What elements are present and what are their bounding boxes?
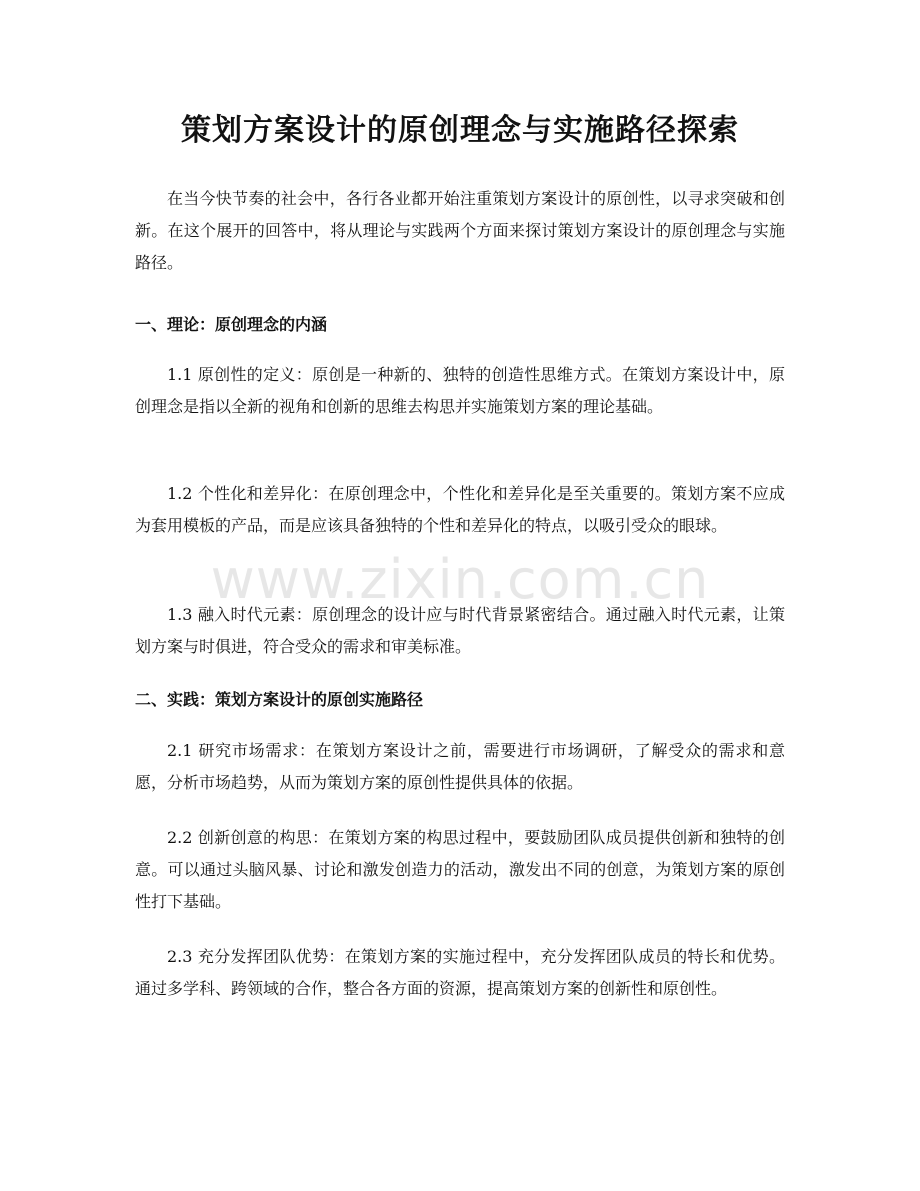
- section-2-paragraph-3: 2.3 充分发挥团队优势：在策划方案的实施过程中，充分发挥团队成员的特长和优势。通过多学科、跨领域的合作，整合各方面的资源，提高策划方案的创新性和原创性。: [135, 947, 785, 998]
- section-1-paragraph-1: 1.1 原创性的定义：原创是一种新的、独特的创造性思维方式。在策划方案设计中，原创理念是指以全新的视角和创新的思维去构思并实施策划方案的理论基础。: [135, 365, 785, 416]
- section-2-heading: 二、实践：策划方案设计的原创实施路径: [135, 690, 424, 709]
- watermark: www.zixin.com.cn: [210, 548, 710, 611]
- section-1-paragraph-3: 1.3 融入时代元素：原创理念的设计应与时代背景紧密结合。通过融入时代元素，让策划方案与时俱进，符合受众的需求和审美标准。: [135, 605, 785, 656]
- section-2-paragraph-2: 2.2 创新创意的构思：在策划方案的构思过程中，要鼓励团队成员提供创新和独特的创意。可以通过头脑风暴、讨论和激发创造力的活动，激发出不同的创意，为策划方案的原创性打下基础。: [135, 828, 785, 911]
- intro-paragraph: 在当今快节奏的社会中，各行各业都开始注重策划方案设计的原创性，以寻求突破和创新。在这个展开的回答中，将从理论与实践两个方面来探讨策划方案设计的原创理念与实施路径。: [135, 189, 785, 272]
- section-1-paragraph-2: 1.2 个性化和差异化：在原创理念中，个性化和差异化是至关重要的。策划方案不应成为套用模板的产品，而是应该具备独特的个性和差异化的特点，以吸引受众的眼球。: [135, 484, 785, 535]
- document-title: 策划方案设计的原创理念与实施路径探索: [181, 113, 739, 148]
- section-1-heading: 一、理论：原创理念的内涵: [135, 315, 328, 334]
- section-2-paragraph-1: 2.1 研究市场需求：在策划方案设计之前，需要进行市场调研，了解受众的需求和意愿，分析市场趋势，从而为策划方案的原创性提供具体的依据。: [135, 741, 785, 792]
